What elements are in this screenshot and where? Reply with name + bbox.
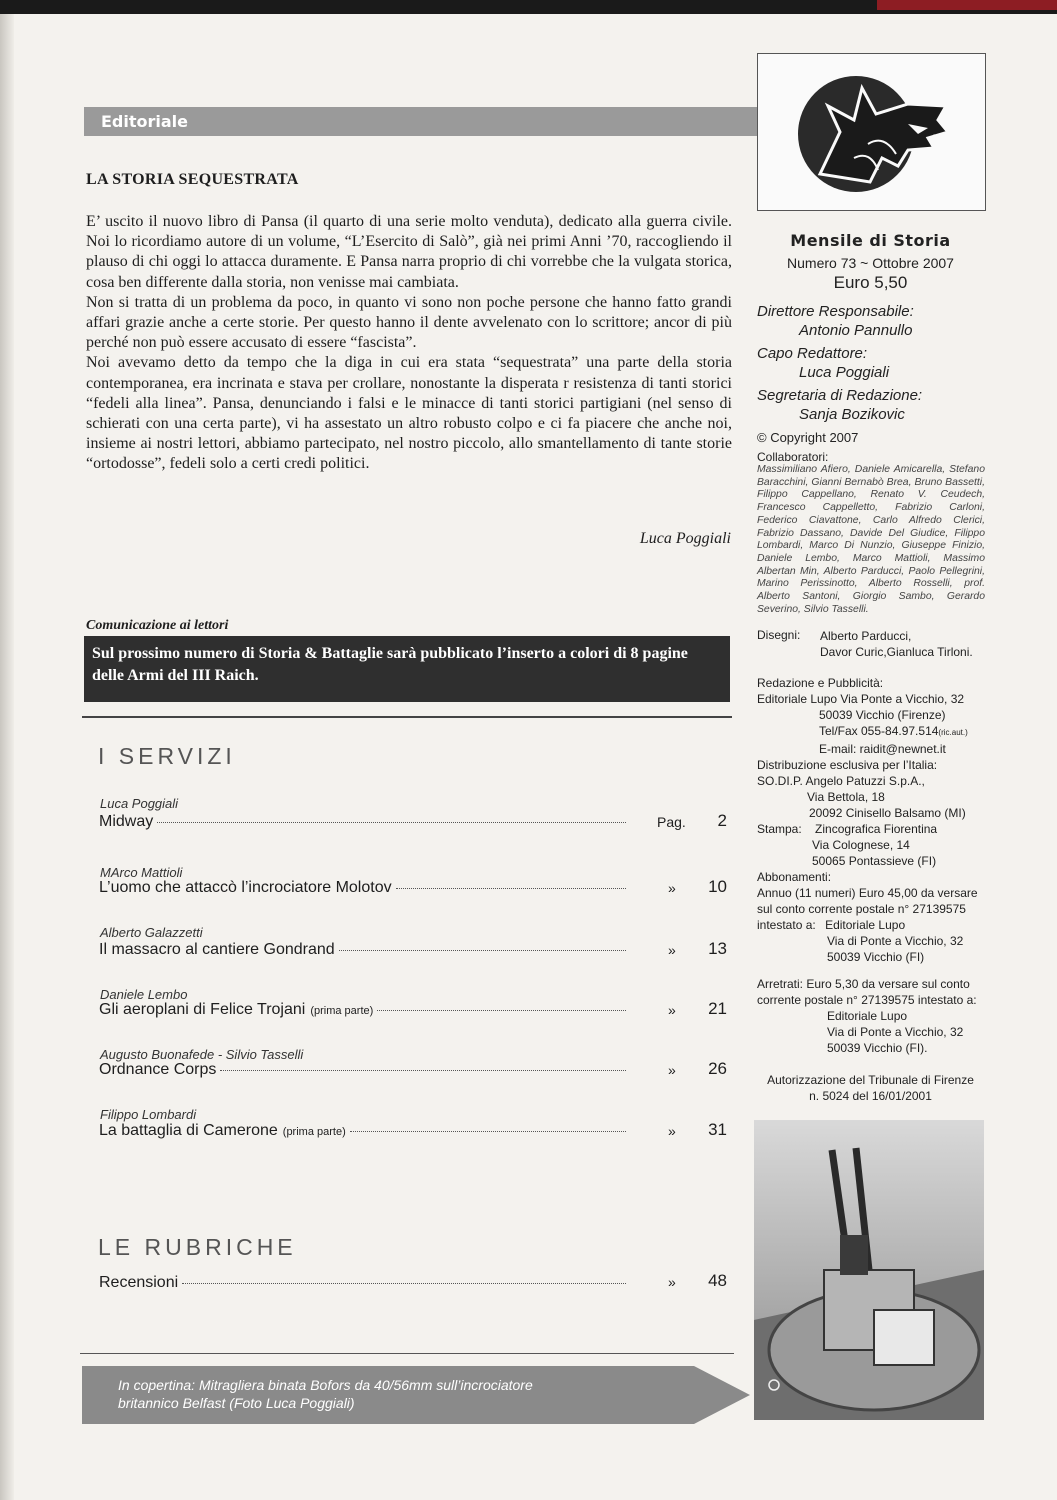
top-edge-accent bbox=[877, 0, 1057, 10]
role-label: Segretaria di Redazione: bbox=[757, 387, 923, 404]
role-name: Sanja Bozikovic bbox=[799, 406, 905, 423]
role-label: Capo Redattore: bbox=[757, 345, 868, 362]
toc-title-text: Recensioni bbox=[99, 1274, 179, 1291]
back-issues-line: Arretrati: Euro 5,30 da versare sul conto bbox=[757, 977, 970, 991]
toc-title-text: Gli aeroplani di Felice Trojani bbox=[99, 1001, 306, 1018]
distribution-label: Distribuzione esclusiva per l’Italia: bbox=[757, 758, 938, 772]
toc-entry-title bbox=[99, 941, 626, 959]
toc-page-number: 2 bbox=[717, 811, 727, 830]
communication-title: Comunicazione ai lettori bbox=[86, 618, 229, 633]
toc-title-text: La battaglia di Camerone bbox=[99, 1122, 278, 1139]
redazione-label: Redazione e Pubblicità: bbox=[757, 676, 884, 690]
toc-author: Augusto Buonafede - Silvio Tasselli bbox=[100, 1047, 304, 1062]
toc-pag-label: » bbox=[668, 942, 676, 958]
role-name: Luca Poggiali bbox=[799, 364, 890, 381]
toc-page-number: 21 bbox=[708, 999, 727, 1018]
editorial-paragraph: Non si tratta di un problema da poco, in quanto vi sono non poche persone che hanno fatto grandi affari grazie anche a certe storie. Per questo hanno il dente avvelenato con lo scrittore; ancor di più perché non può essere accusato di essere “fascista”. bbox=[86, 293, 732, 352]
editorial-title: LA STORIA SEQUESTRATA bbox=[86, 171, 299, 188]
redazione-email: E-mail: raidit@newnet.it bbox=[819, 742, 946, 756]
toc-entry-title bbox=[99, 813, 626, 831]
redazione-line: 50039 Vicchio (Firenze) bbox=[819, 708, 946, 722]
subscription-label: Abbonamenti: bbox=[757, 870, 832, 884]
toc-pag-label: » bbox=[668, 1274, 676, 1290]
toc-title-note: (prima parte) bbox=[282, 1126, 346, 1138]
toc-pag-label: Pag. bbox=[657, 814, 686, 830]
divider bbox=[82, 716, 732, 718]
redazione-phone bbox=[757, 723, 978, 741]
subscription-line: Annuo (11 numeri) Euro 45,00 da versare bbox=[757, 886, 978, 900]
cover-caption bbox=[118, 1376, 678, 1412]
wolf-logo bbox=[757, 53, 986, 211]
leader-dots bbox=[377, 1010, 626, 1011]
authorization-line: n. 5024 del 16/01/2001 bbox=[809, 1089, 932, 1103]
price: Euro 5,50 bbox=[833, 273, 908, 292]
drawings-label: Disegni: bbox=[757, 628, 801, 642]
collaborators-label: Collaboratori: bbox=[757, 450, 829, 464]
toc-page-number: 26 bbox=[708, 1059, 727, 1078]
rubriche-heading: LE RUBRICHE bbox=[98, 1234, 297, 1260]
leader-dots bbox=[220, 1070, 626, 1071]
cover-caption-line: In copertina: Mitragliera binata Bofors da 40/56mm sull’incrociatore bbox=[118, 1377, 533, 1393]
drawings-line: Davor Curic,Gianluca Tirloni. bbox=[820, 645, 973, 659]
cover-photo-bofors-gun bbox=[754, 1120, 984, 1420]
leader-dots bbox=[339, 950, 626, 951]
toc-title-text: Il massacro al cantiere Gondrand bbox=[99, 941, 335, 958]
communication-box: Sul prossimo numero di Storia & Battaglie sarà pubblicato l’inserto a colori di 8 pagine delle Armi del III Raich. bbox=[84, 636, 730, 702]
drawings-names bbox=[820, 628, 973, 660]
toc-pag-label: » bbox=[668, 1123, 676, 1139]
print-name: Zincografica Fiorentina bbox=[815, 822, 938, 836]
toc-author: Filippo Lombardi bbox=[100, 1107, 197, 1122]
toc-pag-label: » bbox=[668, 1002, 676, 1018]
toc-title-text: Midway bbox=[99, 813, 154, 830]
toc-entry-title bbox=[99, 1274, 626, 1292]
toc-title-text: Ordnance Corps bbox=[99, 1061, 217, 1078]
toc-author: MArco Mattioli bbox=[100, 865, 183, 880]
back-issues-line: 50039 Vicchio (FI). bbox=[827, 1041, 928, 1055]
magazine-name: Mensile di Storia bbox=[790, 231, 951, 250]
subscription-label-inline: intestato a: bbox=[757, 918, 816, 932]
collaborators-list: Massimiliano Afiero, Daniele Amicarella, Stefano Baracchini, Gianni Bernabò Brea, Bruno Bassetti, Filippo Cappellano, Renato V. Ceudech, Francesco Cappelletto, Fabrizio Carloni, Federico Ciavattone, Carlo Alfredo Clerici, Fabrizio Dassano, Davide Del Giudice, Filippo Lombardi, Marco Di Nunzio, Giuseppe Finizio, Daniele Lembo, Marco Mattioli, Massimo Albertan Min, Alberto Parducci, Paolo Pellegrini, Marino Perissinotto, Alberto Rosselli, prof. Alberto Santoni, Giorgio Sambo, Gerardo Severino, Silvio Tasselli. bbox=[757, 464, 985, 615]
toc-pag-label: » bbox=[668, 880, 676, 896]
leader-dots bbox=[182, 1283, 626, 1284]
chief-editor bbox=[757, 344, 889, 382]
subscription-name: Editoriale Lupo bbox=[825, 918, 906, 932]
print-line bbox=[757, 821, 978, 837]
toc-author: Daniele Lembo bbox=[100, 987, 188, 1002]
toc-page-number: 31 bbox=[708, 1120, 727, 1139]
subscription-line bbox=[757, 917, 978, 933]
toc-pag-label: » bbox=[668, 1062, 676, 1078]
section-label: Editoriale bbox=[101, 112, 189, 131]
subscription-line: sul conto corrente postale n° 27139575 bbox=[757, 902, 966, 916]
issue-number: Numero 73 ~ Ottobre 2007 bbox=[787, 255, 954, 271]
phone-number: Tel/Fax 055-84.97.514 bbox=[819, 724, 939, 738]
back-issues-block bbox=[757, 976, 977, 1056]
editorial-author: Luca Poggiali bbox=[639, 530, 731, 547]
phone-note: (ric.aut.) bbox=[938, 728, 968, 737]
toc-page-number: 10 bbox=[708, 877, 727, 896]
back-issues-line: Editoriale Lupo bbox=[827, 1009, 908, 1023]
leader-dots bbox=[350, 1131, 626, 1132]
page-spine bbox=[0, 14, 14, 1500]
distribution-line: SO.DI.P. Angelo Patuzzi S.p.A., bbox=[757, 774, 925, 788]
editorial-body bbox=[86, 212, 732, 475]
toc-entry-title bbox=[99, 1122, 626, 1140]
back-issues-line: Via di Ponte a Vicchio, 32 bbox=[827, 1025, 964, 1039]
toc-entry-title bbox=[99, 1061, 626, 1079]
print-label: Stampa: bbox=[757, 822, 802, 836]
redazione-line: Editoriale Lupo Via Ponte a Vicchio, 32 bbox=[757, 692, 965, 706]
leader-dots bbox=[157, 822, 626, 823]
toc-page-number: 48 bbox=[708, 1271, 727, 1290]
copyright: © Copyright 2007 bbox=[757, 430, 859, 445]
editorial-paragraph: E’ uscito il nuovo libro di Pansa (il quarto di una serie molto venduta), dedicato alla guerra civile. Noi lo ricordiamo autore di un volume, “L’Esercito di Salò”, già nei primi Anni ’70, raccogliendo il plauso di chi oggi lo attacca duramente. E Pansa narra proprio di chi vorrebbe che la vulgata storica, cosa ben differente dalla storia, non venisse mai cambiata. bbox=[86, 213, 732, 291]
divider bbox=[80, 1353, 734, 1354]
servizi-heading: I SERVIZI bbox=[98, 743, 236, 769]
distribution-line: Via Bettola, 18 bbox=[807, 790, 885, 804]
toc-title-text: L’uomo che attaccò l’incrociatore Molotov bbox=[99, 879, 392, 896]
cover-caption-line: britannico Belfast (Foto Luca Poggiali) bbox=[118, 1395, 355, 1411]
toc-author: Alberto Galazzetti bbox=[100, 925, 203, 940]
toc-entry-title bbox=[99, 879, 626, 897]
print-line: 50065 Pontassieve (FI) bbox=[812, 854, 937, 868]
toc-title-note: (prima parte) bbox=[310, 1005, 374, 1017]
secretary bbox=[757, 386, 922, 424]
toc-entry-title bbox=[99, 1001, 626, 1019]
distribution-line: 20092 Cinisello Balsamo (MI) bbox=[809, 806, 966, 820]
drawings-line: Alberto Parducci, bbox=[820, 629, 912, 643]
authorization bbox=[757, 1072, 984, 1104]
print-line: Via Colognese, 14 bbox=[812, 838, 910, 852]
toc-author: Luca Poggiali bbox=[100, 796, 179, 811]
editorial-paragraph: Noi avevamo detto da tempo che la diga in cui era stata “sequestrata” una parte della storia contemporanea, era incrinata e stava per crollare, nonostante la disperata r resistenza di tanti storici “fedeli alla linea”. Pansa, denunciando i falsi e le minacce di tanti storici partigiani (nel senso di schierati con una certa parte), vi ha assestato un altro robusto colpo e ci fa piacere che anche noi, insieme ai nostri lettori, abbiamo partecipato, nel nostro piccolo, allo smantellamento di tante storie “ortodosse”, fedeli solo a certi credi politici. bbox=[86, 354, 732, 473]
authorization-line: Autorizzazione del Tribunale di Firenze bbox=[767, 1073, 974, 1087]
subscription-line: 50039 Vicchio (FI) bbox=[827, 950, 925, 964]
toc-page-number: 13 bbox=[708, 939, 727, 958]
director bbox=[757, 302, 914, 340]
leader-dots bbox=[396, 888, 626, 889]
subscription-line: Via di Ponte a Vicchio, 32 bbox=[827, 934, 964, 948]
redazione-block bbox=[757, 675, 978, 965]
back-issues-line: corrente postale n° 27139575 intestato a: bbox=[757, 993, 977, 1007]
section-bar-editoriale bbox=[84, 107, 760, 136]
role-name: Antonio Pannullo bbox=[799, 322, 913, 339]
wolf-head-icon bbox=[758, 54, 985, 210]
role-label: Direttore Responsabile: bbox=[757, 303, 914, 320]
